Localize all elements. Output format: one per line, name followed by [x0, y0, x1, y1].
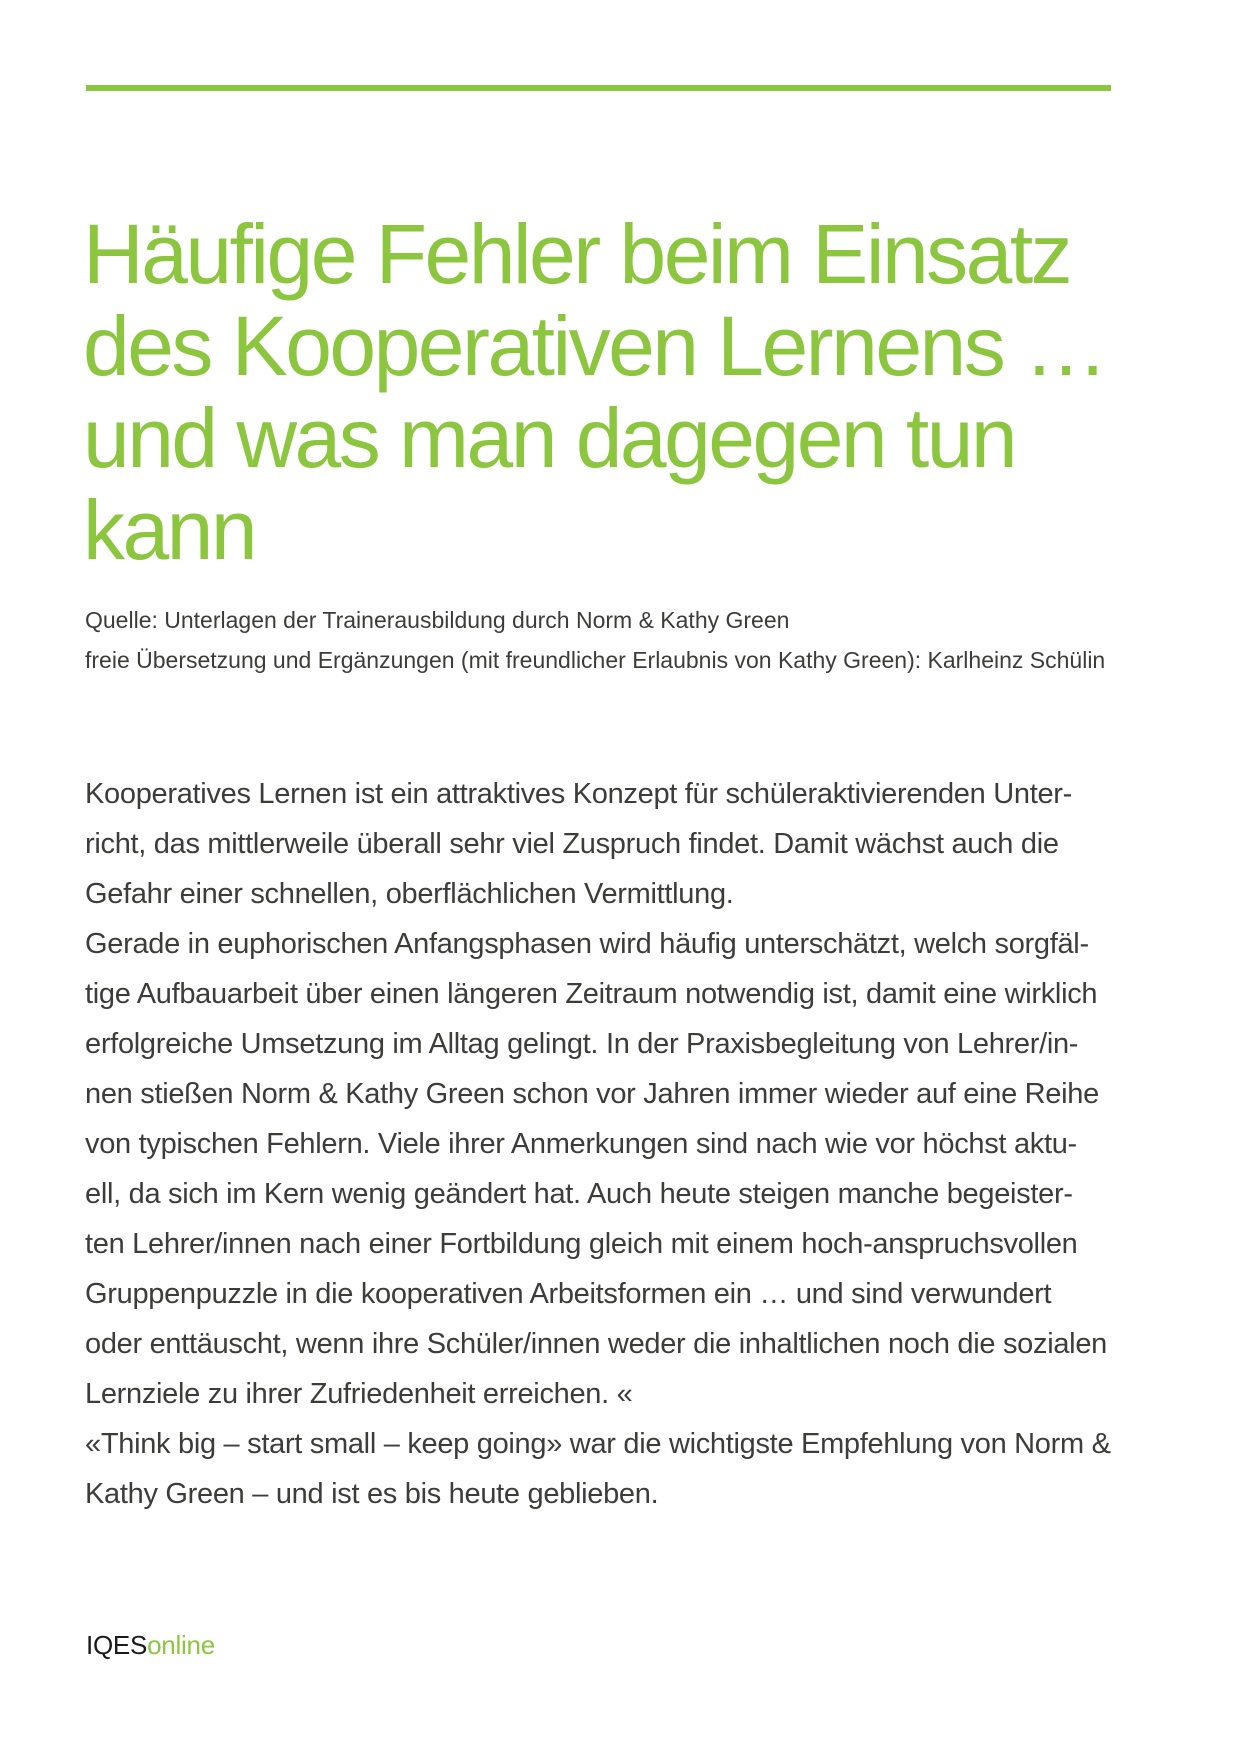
body-line: «Think big – start small – keep going» war die wichtigste Empfehlung von Norm & [85, 1428, 1111, 1460]
iqes-logo-secondary: online [147, 1630, 215, 1660]
body-text [85, 769, 1111, 1519]
body-line: oder enttäuscht, wenn ihre Schüler/innen weder die inhaltlichen noch die sozialen [85, 1328, 1107, 1360]
page-title-line: des Kooperativen Lernens … [83, 299, 1106, 393]
page-title-line: und was man dagegen tun [83, 391, 1016, 485]
source-line: freie Übersetzung und Ergänzungen (mit freundlicher Erlaubnis von Kathy Green): Karlheinz Schülin [85, 647, 1106, 673]
iqes-logo [86, 1630, 215, 1660]
body-line: ten Lehrer/innen nach einer Fortbildung gleich mit einem hoch-anspruchsvollen [85, 1228, 1078, 1260]
iqes-logo-primary: IQES [86, 1630, 148, 1660]
body-line: nen stießen Norm & Kathy Green schon vor Jahren immer wieder auf eine Reihe [85, 1078, 1099, 1110]
top-rule [86, 85, 1111, 91]
body-line: Kathy Green – und ist es bis heute geblieben. [85, 1478, 659, 1510]
page-title [83, 208, 1106, 576]
page-title-line: Häufige Fehler beim Einsatz [83, 207, 1071, 301]
body-line: erfolgreiche Umsetzung im Alltag gelingt. In der Praxisbegleitung von Lehrer/in- [85, 1028, 1079, 1060]
body-line: Gerade in euphorischen Anfangsphasen wird häufig unterschätzt, welch sorgfäl- [85, 928, 1089, 960]
body-line: richt, das mittlerweile überall sehr viel Zuspruch findet. Damit wächst auch die [85, 828, 1059, 860]
source-line: Quelle: Unterlagen der Trainerausbildung durch Norm & Kathy Green [85, 607, 790, 633]
body-line: Gruppenpuzzle in die kooperativen Arbeitsformen ein … und sind verwundert [85, 1278, 1052, 1310]
body-line: Kooperatives Lernen ist ein attraktives Konzept für schüleraktivierenden Unter- [85, 778, 1072, 810]
body-line: tige Aufbauarbeit über einen längeren Zeitraum notwendig ist, damit eine wirklich [85, 978, 1098, 1010]
body-line: von typischen Fehlern. Viele ihrer Anmerkungen sind nach wie vor höchst aktu- [85, 1128, 1077, 1160]
body-line: Lernziele zu ihrer Zufriedenheit erreichen. « [85, 1378, 633, 1410]
body-line: ell, da sich im Kern wenig geändert hat. Auch heute steigen manche begeister- [85, 1178, 1073, 1210]
body-line: Gefahr einer schnellen, oberflächlichen Vermittlung. [85, 878, 734, 910]
source-note [85, 600, 1105, 680]
page-title-line: kann [83, 483, 256, 577]
